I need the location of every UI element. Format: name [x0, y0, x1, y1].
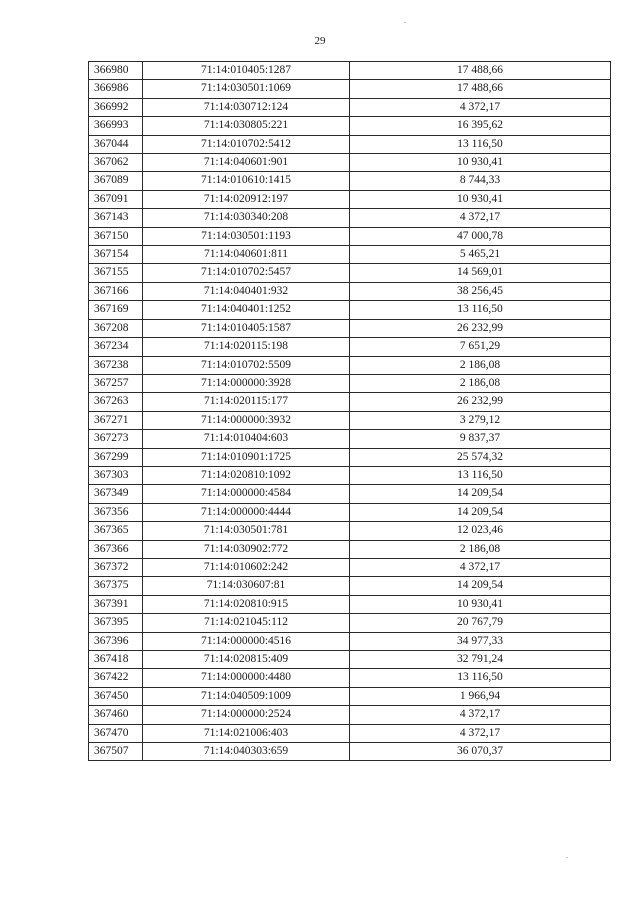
record-number-cell: 367450	[89, 687, 143, 705]
record-number-cell: 367263	[89, 393, 143, 411]
amount-cell: 14 569,01	[350, 264, 611, 282]
table-row	[89, 246, 611, 264]
record-number-cell: 366993	[89, 117, 143, 135]
cadastral-number-cell: 71:14:000000:4444	[143, 503, 350, 521]
record-number-cell: 367356	[89, 503, 143, 521]
amount-cell: 1 966,94	[350, 687, 611, 705]
cadastral-number-cell: 71:14:000000:4516	[143, 632, 350, 650]
table-row	[89, 577, 611, 595]
table-row	[89, 522, 611, 540]
record-number-cell: 367257	[89, 374, 143, 392]
amount-cell: 4 372,17	[350, 724, 611, 742]
table-row	[89, 62, 611, 80]
table-row	[89, 687, 611, 705]
record-number-cell: 367155	[89, 264, 143, 282]
record-number-cell: 366986	[89, 80, 143, 98]
table-row	[89, 503, 611, 521]
record-number-cell: 367044	[89, 135, 143, 153]
table-row	[89, 651, 611, 669]
cadastral-number-cell: 71:14:020810:1092	[143, 466, 350, 484]
record-number-cell: 367150	[89, 227, 143, 245]
table-row	[89, 135, 611, 153]
cadastral-number-cell: 71:14:030712:124	[143, 98, 350, 116]
record-number-cell: 367208	[89, 319, 143, 337]
table-row	[89, 282, 611, 300]
amount-cell: 9 837,37	[350, 430, 611, 448]
amount-cell: 14 209,54	[350, 485, 611, 503]
page-number: 29	[314, 35, 326, 47]
cadastral-number-cell: 71:14:030805:221	[143, 117, 350, 135]
amount-cell: 20 767,79	[350, 614, 611, 632]
cadastral-number-cell: 71:14:010610:1415	[143, 172, 350, 190]
amount-cell: 2 186,08	[350, 540, 611, 558]
record-number-cell: 367062	[89, 154, 143, 172]
amount-cell: 4 372,17	[350, 209, 611, 227]
table-row	[89, 374, 611, 392]
table-row	[89, 706, 611, 724]
table-row	[89, 209, 611, 227]
record-number-cell: 367089	[89, 172, 143, 190]
record-number-cell: 367372	[89, 558, 143, 576]
amount-cell: 12 023,46	[350, 522, 611, 540]
cadastral-number-cell: 71:14:040601:901	[143, 154, 350, 172]
amount-cell: 10 930,41	[350, 154, 611, 172]
record-number-cell: 366992	[89, 98, 143, 116]
table-row	[89, 154, 611, 172]
cadastral-number-cell: 71:14:020912:197	[143, 190, 350, 208]
amount-cell: 10 930,41	[350, 595, 611, 613]
table-body	[89, 62, 611, 761]
table-row	[89, 80, 611, 98]
record-number-cell: 367166	[89, 282, 143, 300]
cadastral-number-cell: 71:14:000000:3928	[143, 374, 350, 392]
table-row	[89, 724, 611, 742]
cadastral-number-cell: 71:14:000000:4584	[143, 485, 350, 503]
amount-cell: 4 372,17	[350, 98, 611, 116]
table-row	[89, 558, 611, 576]
record-number-cell: 367271	[89, 411, 143, 429]
scan-speck	[566, 857, 568, 858]
record-number-cell: 367395	[89, 614, 143, 632]
table-row	[89, 172, 611, 190]
amount-cell: 36 070,37	[350, 743, 611, 761]
cadastral-number-cell: 71:14:030607:81	[143, 577, 350, 595]
record-number-cell: 367375	[89, 577, 143, 595]
cadastral-number-cell: 71:14:010405:1287	[143, 62, 350, 80]
table-row	[89, 264, 611, 282]
amount-cell: 13 116,50	[350, 466, 611, 484]
record-number-cell: 367396	[89, 632, 143, 650]
cadastral-number-cell: 71:14:030340:208	[143, 209, 350, 227]
cadastral-number-cell: 71:14:040509:1009	[143, 687, 350, 705]
table-row	[89, 448, 611, 466]
record-number-cell: 367273	[89, 430, 143, 448]
record-number-cell: 367143	[89, 209, 143, 227]
cadastral-number-cell: 71:14:030501:1193	[143, 227, 350, 245]
table-row	[89, 98, 611, 116]
cadastral-number-cell: 71:14:000000:3932	[143, 411, 350, 429]
record-number-cell: 367349	[89, 485, 143, 503]
record-number-cell: 367418	[89, 651, 143, 669]
record-number-cell: 367470	[89, 724, 143, 742]
table-row	[89, 466, 611, 484]
cadastral-number-cell: 71:14:020115:177	[143, 393, 350, 411]
amount-cell: 13 116,50	[350, 669, 611, 687]
record-number-cell: 367391	[89, 595, 143, 613]
cadastral-number-cell: 71:14:010702:5509	[143, 356, 350, 374]
cadastral-number-cell: 71:14:010602:242	[143, 558, 350, 576]
cadastral-number-cell: 71:14:030501:781	[143, 522, 350, 540]
amount-cell: 8 744,33	[350, 172, 611, 190]
table-row	[89, 393, 611, 411]
cadastral-number-cell: 71:14:040601:811	[143, 246, 350, 264]
cadastral-number-cell: 71:14:010901:1725	[143, 448, 350, 466]
amount-cell: 13 116,50	[350, 135, 611, 153]
table-row	[89, 301, 611, 319]
amount-cell: 34 977,33	[350, 632, 611, 650]
record-number-cell: 367238	[89, 356, 143, 374]
data-table	[88, 61, 611, 761]
table-row	[89, 540, 611, 558]
record-number-cell: 367365	[89, 522, 143, 540]
record-number-cell: 367169	[89, 301, 143, 319]
cadastral-number-cell: 71:14:040401:1252	[143, 301, 350, 319]
record-number-cell: 367366	[89, 540, 143, 558]
amount-cell: 14 209,54	[350, 503, 611, 521]
table-row	[89, 319, 611, 337]
record-number-cell: 367234	[89, 338, 143, 356]
table-row	[89, 632, 611, 650]
cadastral-number-cell: 71:14:040401:932	[143, 282, 350, 300]
record-number-cell: 367154	[89, 246, 143, 264]
data-table-container	[88, 61, 610, 761]
amount-cell: 3 279,12	[350, 411, 611, 429]
amount-cell: 16 395,62	[350, 117, 611, 135]
cadastral-number-cell: 71:14:020815:409	[143, 651, 350, 669]
cadastral-number-cell: 71:14:021006:403	[143, 724, 350, 742]
amount-cell: 10 930,41	[350, 190, 611, 208]
record-number-cell: 367507	[89, 743, 143, 761]
amount-cell: 38 256,45	[350, 282, 611, 300]
amount-cell: 13 116,50	[350, 301, 611, 319]
record-number-cell: 367460	[89, 706, 143, 724]
amount-cell: 14 209,54	[350, 577, 611, 595]
record-number-cell: 367422	[89, 669, 143, 687]
cadastral-number-cell: 71:14:021045:112	[143, 614, 350, 632]
cadastral-number-cell: 71:14:030902:772	[143, 540, 350, 558]
cadastral-number-cell: 71:14:010702:5457	[143, 264, 350, 282]
table-row	[89, 227, 611, 245]
table-row	[89, 338, 611, 356]
table-row	[89, 117, 611, 135]
amount-cell: 26 232,99	[350, 319, 611, 337]
amount-cell: 7 651,29	[350, 338, 611, 356]
amount-cell: 4 372,17	[350, 558, 611, 576]
cadastral-number-cell: 71:14:000000:2524	[143, 706, 350, 724]
cadastral-number-cell: 71:14:010404:603	[143, 430, 350, 448]
table-row	[89, 356, 611, 374]
table-row	[89, 743, 611, 761]
cadastral-number-cell: 71:14:000000:4480	[143, 669, 350, 687]
amount-cell: 17 488,66	[350, 80, 611, 98]
cadastral-number-cell: 71:14:040303:659	[143, 743, 350, 761]
cadastral-number-cell: 71:14:010405:1587	[143, 319, 350, 337]
record-number-cell: 367303	[89, 466, 143, 484]
table-row	[89, 190, 611, 208]
record-number-cell: 366980	[89, 62, 143, 80]
amount-cell: 4 372,17	[350, 706, 611, 724]
amount-cell: 25 574,32	[350, 448, 611, 466]
table-row	[89, 669, 611, 687]
cadastral-number-cell: 71:14:020810:915	[143, 595, 350, 613]
table-row	[89, 614, 611, 632]
table-row	[89, 595, 611, 613]
amount-cell: 47 000,78	[350, 227, 611, 245]
amount-cell: 5 465,21	[350, 246, 611, 264]
amount-cell: 17 488,66	[350, 62, 611, 80]
amount-cell: 2 186,08	[350, 356, 611, 374]
table-row	[89, 411, 611, 429]
cadastral-number-cell: 71:14:020115:198	[143, 338, 350, 356]
amount-cell: 2 186,08	[350, 374, 611, 392]
record-number-cell: 367091	[89, 190, 143, 208]
record-number-cell: 367299	[89, 448, 143, 466]
scan-speck	[404, 22, 406, 23]
cadastral-number-cell: 71:14:030501:1069	[143, 80, 350, 98]
table-row	[89, 485, 611, 503]
amount-cell: 26 232,99	[350, 393, 611, 411]
table-row	[89, 430, 611, 448]
cadastral-number-cell: 71:14:010702:5412	[143, 135, 350, 153]
amount-cell: 32 791,24	[350, 651, 611, 669]
